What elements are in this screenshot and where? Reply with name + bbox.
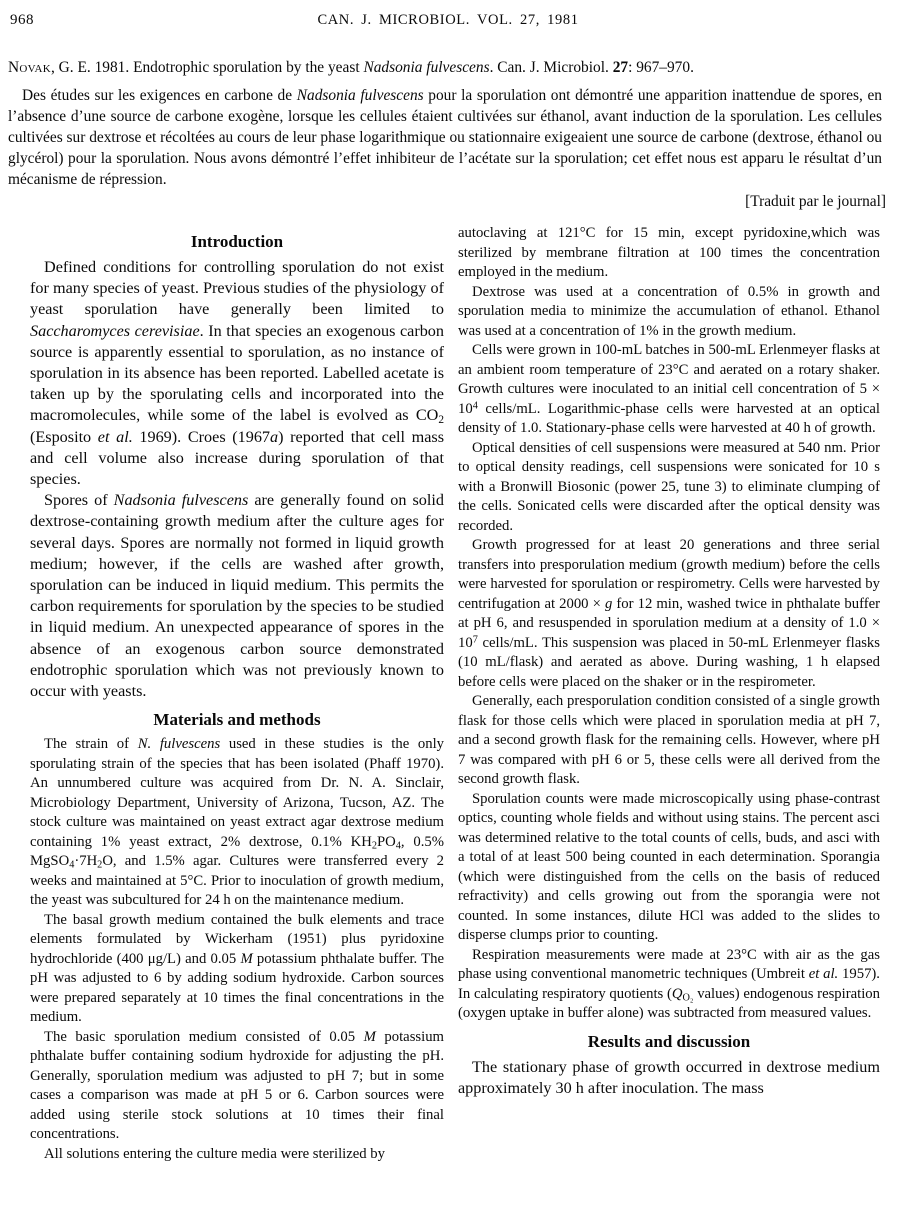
italic-text: Nadsonia fulvescens — [113, 491, 249, 510]
column-right — [458, 224, 880, 1164]
text-run: , 0.5% MgSO — [30, 833, 444, 870]
column-gap — [444, 224, 458, 1164]
page-number: 968 — [10, 12, 34, 28]
italic-text: et al. — [808, 966, 839, 982]
paragraph — [30, 735, 444, 911]
text-run: (Esposito — [30, 427, 98, 446]
citation-line — [8, 58, 888, 78]
subscript-text: O₂ — [682, 992, 694, 1004]
subscript-text: 4 — [69, 859, 75, 871]
text-run: Novak — [8, 59, 51, 76]
content-columns — [8, 224, 888, 1164]
french-abstract — [8, 85, 882, 190]
text-run: . In that species an exogenous carbon source is apparently essential to sporulation, as no instance of sporulation in its absence has been reported. Labelled acetate is taken up by the sporulating cells and incorporated into the macromolecules, while some of the label is evolved as CO — [30, 321, 444, 425]
paragraph — [458, 692, 880, 790]
paragraph — [30, 1028, 444, 1145]
text-run: All solutions entering the culture media were sterilized by — [44, 1145, 385, 1162]
paragraph — [458, 283, 880, 342]
text-run: Defined conditions for controlling sporulation do not exist for many species of yeast. Previous studies of the physiology of yeast sporulation have generally been limited to — [30, 258, 444, 319]
text-run: potassium phthalate buffer. The pH was adjusted to 6 by adding sodium hydroxide. Carbon sources were prepared separately at 10 times the final concentrations in the medium. — [30, 950, 444, 1026]
subscript-text: 2 — [97, 859, 103, 871]
text-run: autoclaving at 121°C for 15 min, except pyridoxine,which was sterilized by membrane filtration at 100 times the concentration employed in the medium. — [458, 225, 880, 280]
paragraph — [458, 224, 880, 283]
text-run: , G. E. 1981. Endotrophic sporulation by the yeast — [50, 59, 364, 76]
text-run: PO — [376, 833, 396, 850]
paragraph — [458, 946, 880, 1024]
text-run: . Can. J. Microbiol. — [489, 59, 613, 76]
subscript-text: 2 — [371, 840, 377, 852]
text-run: are generally found on solid dextrose-containing growth medium after the culture ages for several days. Spores are normally not formed in liquid growth medium; however, if the cells are washed after growth, sporulation can be induced in liquid medium. This permits the carbon requirements for sporulation by the species to be studied in liquid medium. An unexpected appearance of spores in the absence of an exogenous carbon source demonstrated endotrophic sporulation which was not previously known to occur with yeasts. — [30, 491, 445, 701]
text-run: ·7H — [74, 853, 98, 870]
italic-text: et al. — [97, 427, 133, 446]
text-run: Sporulation counts were made microscopically using phase-contrast optics, counting whole fields and without using stains. The percent asci was determined relative to the total counts of cells, buds, and asci with a total of at least 500 being counted in each determination. Sporangia (which were distinguished from the cells on the basis of reduced refractivity) and cells growing out from the sporangia were not counted. In some instances, dilute HCl was added to the slides to disperse clumps prior to counting. — [458, 790, 880, 943]
text-run: Cells were grown in 100-mL batches in 500-mL Erlenmeyer flasks at an ambient room temperature of 23°C and aerated on a rotary shaker. Growth cultures were inoculated to an initial cell concentration of 5 × 10 — [458, 342, 880, 417]
text-run: O, and 1.5% agar. Cultures were transferred every 2 weeks and maintained at 5°C. Prior to inoculation of growth medium, the yeast was subcultured for 24 h on the maintenance medium. — [30, 853, 444, 909]
text-run: 1969). Croes (1967 — [132, 427, 271, 446]
section-heading: Results and discussion — [587, 1031, 751, 1051]
text-run: 1957). In calculating respiratory quotients ( — [458, 966, 880, 1002]
subscript-text: 4 — [395, 840, 401, 852]
paragraph — [458, 341, 880, 439]
italic-text: M — [240, 950, 253, 967]
abstract-attribution: [Traduit par le journal] — [745, 193, 886, 210]
paragraph — [458, 439, 880, 537]
text-run: : 967–970. — [628, 59, 694, 76]
text-run: Generally, each presporulation condition consisted of a single growth flask for those cells which were placed in sporulation media at pH 7, and a second growth flask for the remaining cells. However, where pH 7 was compared with pH 6 or 5, these cells were all derived from the second growth flask. — [458, 693, 880, 787]
italic-text: Nadsonia fulvescens — [296, 87, 424, 104]
italic-text: Q — [671, 985, 683, 1002]
text-run: used in these studies is the only sporulating strain of the species that has been isolated (Phaff 1970). An unnumbered culture was acquired from Dr. N. A. Sinclair, Microbiology Department, University of Arizona, Tucson, AZ. The stock culture was maintained on yeast extract agar dextrose medium containing 1% yeast extract, 2% dextrose, 0.1% KH — [30, 736, 444, 850]
text-run: The stationary phase of growth occurred in dextrose medium approximately 30 h after inoculation. The mass — [458, 1057, 880, 1097]
subscript-text: 2 — [438, 414, 444, 427]
paragraph — [458, 536, 880, 692]
superscript-text: 7 — [472, 633, 478, 645]
text-run: pour la sporulation ont démontré une apparition inattendue de spores, en l’absence d’une source de carbone exogène, lorsque les cellules étaient cultivées sur éthanol, avant induction de la sporulation. Les cellules cultivées sur dextrose et récoltées au cours de leur phase logarithmique ou stationnaire exigeaient une source de carbone (dextrose, éthanol ou glycérol) pour la sporulation. Nous avons démontré l’effet inhibiteur de l’acétate sur la sporulation; cet effet nous est apparu le résultat d’un mécanisme de répression. — [8, 87, 882, 188]
text-run: Spores of — [44, 491, 114, 510]
text-run: for 12 min, washed twice in phthalate buffer at pH 6, and resuspended in sporulation medium at a density of 1.0 × 10 — [458, 595, 881, 651]
italic-text: M — [363, 1028, 376, 1045]
paragraph — [30, 1145, 444, 1165]
text-run: ) reported that cell mass and cell volume also increase during sporulation of that species. — [30, 427, 445, 489]
text-run: cells/mL. This suspension was placed in 50-mL Erlenmeyer flasks (10 mL/flask) and aerated as above. During washing, 1 h elapsed before cells were placed on the shaker or in the respirometer. — [458, 634, 880, 690]
section-heading: Introduction — [190, 232, 284, 251]
paragraph — [30, 257, 444, 490]
text-run: The basic sporulation medium consisted of 0.05 — [44, 1028, 364, 1045]
text-run: Des études sur les exigences en carbone de — [22, 87, 297, 104]
paragraph — [30, 490, 444, 702]
text-run: 27 — [612, 59, 629, 76]
text-run: Growth progressed for at least 20 generations and three serial transfers into presporulation medium (growth medium) before the cells were harvested for sporulation or respirometry. Cells were harvested by centrifugation at 2000 × — [458, 537, 880, 612]
text-run: cells/mL. Logarithmic-phase cells were harvested at an optical density of 1.0. Stationary-phase cells were harvested at 40 h of growth. — [458, 400, 880, 436]
running-head: CAN. J. MICROBIOL. VOL. 27, 1981 — [317, 12, 579, 28]
italic-text: g — [604, 595, 613, 612]
italic-text: N. fulvescens — [137, 736, 221, 753]
text-run: values) endogenous respiration (oxygen uptake in buffer alone) was subtracted from measured values. — [458, 985, 880, 1021]
text-run: potassium phthalate buffer containing sodium hydroxide for adjusting the pH. Generally, sporulation medium was adjusted to pH 7; but in some cases a comparison was made at pH 5 or 6. Carbon sources were added using sterile stock solutions at 10 times their final concentrations. — [30, 1028, 444, 1143]
section-heading: Materials and methods — [153, 710, 321, 730]
text-run: The basal growth medium contained the bulk elements and trace elements formulated by Wickerham (1951) plus pyridoxine hydrochloride (400 μg/L) and 0.05 — [30, 911, 444, 967]
text-run: Optical densities of cell suspensions were measured at 540 nm. Prior to optical density readings, cell suspensions were sonicated for 10 s with a Bronwill Biosonic (power 25, tune 3) to eliminate clumping of the cells. Sonicated cells were discarded after the optical density was recorded. — [458, 439, 880, 534]
text-run: Dextrose was used at a concentration of 0.5% in growth and sporulation media to minimize the accumulation of ethanol. Ethanol was used at a concentration of 1% in the growth medium. — [458, 283, 880, 339]
italic-text: Saccharomyces cerevisiae — [30, 321, 200, 340]
page-header — [8, 12, 888, 34]
text-run: The strain of — [44, 736, 138, 753]
paragraph — [458, 1057, 880, 1099]
superscript-text: 4 — [472, 399, 478, 411]
text-run: Respiration measurements were made at 23°C with air as the gas phase using conventional manometric techniques (Umbreit — [458, 946, 880, 982]
paragraph — [458, 790, 880, 946]
italic-text: a — [270, 427, 279, 446]
italic-text: Nadsonia fulvescens — [363, 59, 490, 76]
column-left — [30, 224, 444, 1164]
paragraph — [30, 911, 444, 1028]
